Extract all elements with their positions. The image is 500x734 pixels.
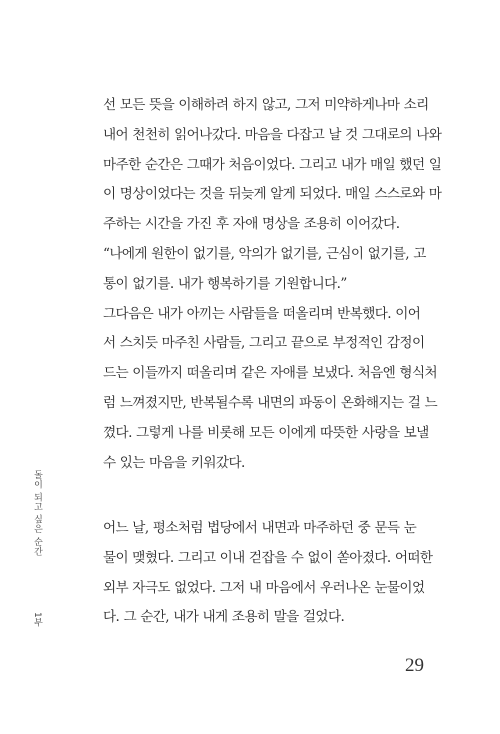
text-line: 통이 없기를. 내가 행복하기를 기원합니다.”: [103, 275, 347, 292]
text-line: 꼈다. 그렇게 나를 비롯해 모든 이에게 따뜻한 사랑을 보낼: [103, 424, 429, 441]
text-line: 내어 천천히 읽어나갔다. 마음을 다잡고 날 것 그대로의 나와: [103, 126, 442, 143]
text-line: 물이 맺혔다. 그리고 이내 걷잡을 수 없이 쏟아졌다. 어떠한: [103, 549, 433, 566]
body-text-block-2: [103, 514, 435, 633]
text-line: 이 명상이었다는 것을 뒤늦게 알게 되었다. 매일 스스로와 마: [103, 186, 442, 203]
text-line: 외부 자극도 없었다. 그저 내 마음에서 우러나온 눈물이었: [103, 579, 425, 596]
text-line: 그다음은 내가 아끼는 사람들을 떠올리며 반복했다. 이어: [103, 305, 421, 322]
text-line: 주하는 시간을 가진 후 자애 명상을 조용히 이어갔다.: [103, 216, 400, 233]
text-line: 선 모든 뜻을 이해하려 하지 않고, 그저 미약하게나마 소리: [103, 97, 429, 113]
running-head-title: 돌이 되고 싶은 순간: [32, 470, 42, 557]
text-line: 드는 이들까지 떠올리며 같은 자애를 보냈다. 처음엔 형식처: [103, 365, 438, 382]
page-number: 29: [405, 655, 424, 676]
running-head-part: 1부: [32, 612, 42, 627]
text-line: “나에게 원한이 없기를, 악의가 없기를, 근심이 없기를, 고: [103, 245, 426, 262]
text-line: 럼 느껴졌지만, 반복될수록 내면의 파동이 온화해지는 걸 느: [103, 394, 438, 411]
text-line: 수 있는 마음을 키워갔다.: [103, 454, 245, 471]
text-line: 마주한 순간은 그때가 처음이었다. 그리고 내가 매일 했던 일: [103, 156, 442, 173]
text-line: 서 스치듯 마주친 사람들, 그리고 끝으로 부정적인 감정이: [103, 335, 425, 352]
text-line: 어느 날, 평소처럼 법당에서 내면과 마주하던 중 문득 눈: [103, 520, 417, 536]
body-text-block-1: [103, 91, 442, 478]
text-line: 다. 그 순간, 내가 내게 조용히 말을 걸었다.: [103, 609, 345, 626]
